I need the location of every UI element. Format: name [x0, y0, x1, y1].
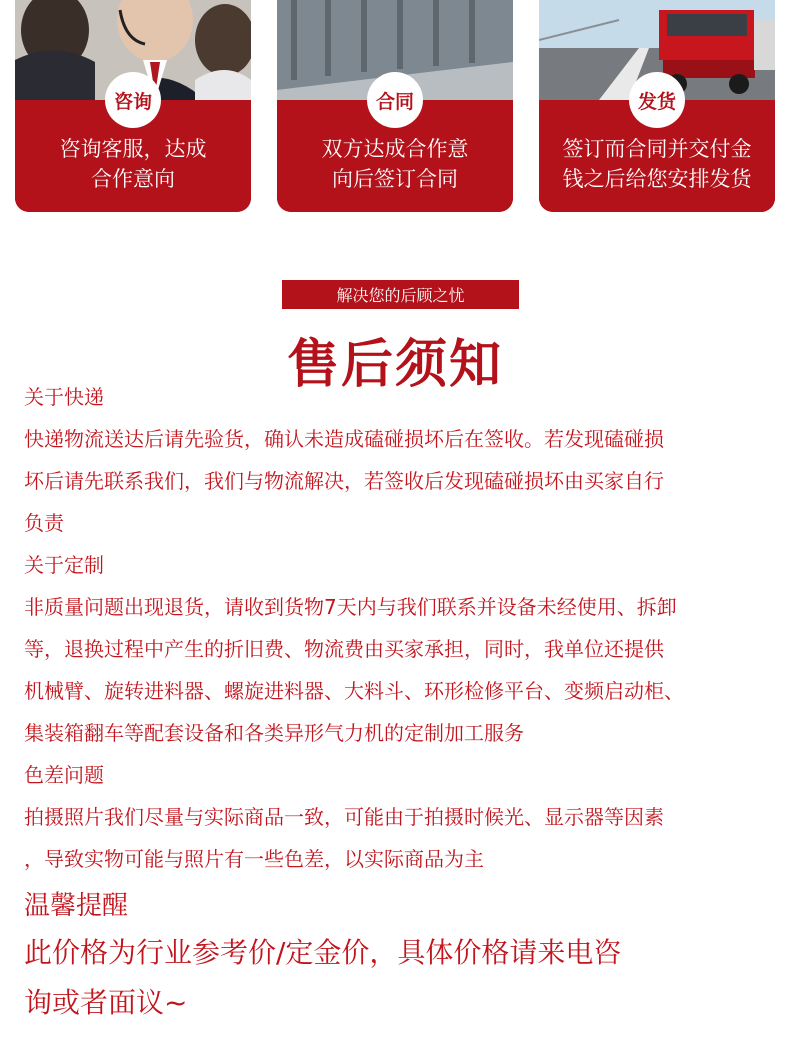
step-card-contract: [277, 0, 513, 212]
step-description: 咨询客服，达成 合作意向: [59, 137, 207, 191]
step-card-shipping: [539, 0, 775, 212]
notice-text: 非质量问题出现退货，请收到货物7天内与我们联系并设备未经使用、拆卸: [24, 595, 677, 619]
step-card-consult: [15, 0, 251, 212]
step-badge: 咨询: [105, 72, 161, 128]
page-title: 售后须知: [286, 335, 503, 395]
notice-text: 集装箱翻车等配套设备和各类异形气力机的定制加工服务: [24, 721, 524, 745]
step-description: 签订而合同并交付金 钱之后给您安排发货: [562, 137, 752, 191]
price-notice: 询或者面议~: [24, 986, 188, 1019]
section-heading-color: 色差问题: [24, 763, 104, 787]
section-heading-express: 关于快递: [24, 385, 104, 409]
process-steps: [0, 0, 790, 215]
after-sales-notice: [24, 376, 784, 1028]
step-description: 双方达成合作意 向后签订合同: [321, 137, 469, 191]
notice-text: 坏后请先联系我们，我们与物流解决，若签收后发现磕碰损坏由买家自行: [24, 469, 664, 493]
price-notice: 此价格为行业参考价/定金价，具体价格请来电咨: [24, 936, 622, 969]
notice-text: 拍摄照片我们尽量与实际商品一致，可能由于拍摄时候光、显示器等因素: [24, 805, 664, 829]
step-badge: 发货: [629, 72, 685, 128]
notice-text: 等，退换过程中产生的折旧费、物流费由买家承担，同时，我单位还提供: [24, 637, 664, 661]
slogan-ribbon: 解决您的后顾之忧: [282, 280, 519, 309]
step-badge: 合同: [367, 72, 423, 128]
warm-tip-heading: 温馨提醒: [24, 891, 129, 921]
notice-text: ，导致实物可能与照片有一些色差，以实际商品为主: [24, 847, 484, 871]
notice-text: 机械臂、旋转进料器、螺旋进料器、大料斗、环形检修平台、变频启动柜、: [24, 679, 684, 703]
section-heading-custom: 关于定制: [24, 553, 104, 577]
notice-text: 负责: [24, 511, 64, 535]
notice-text: 快递物流送达后请先验货，确认未造成磕碰损坏后在签收。若发现磕碰损: [24, 427, 664, 451]
